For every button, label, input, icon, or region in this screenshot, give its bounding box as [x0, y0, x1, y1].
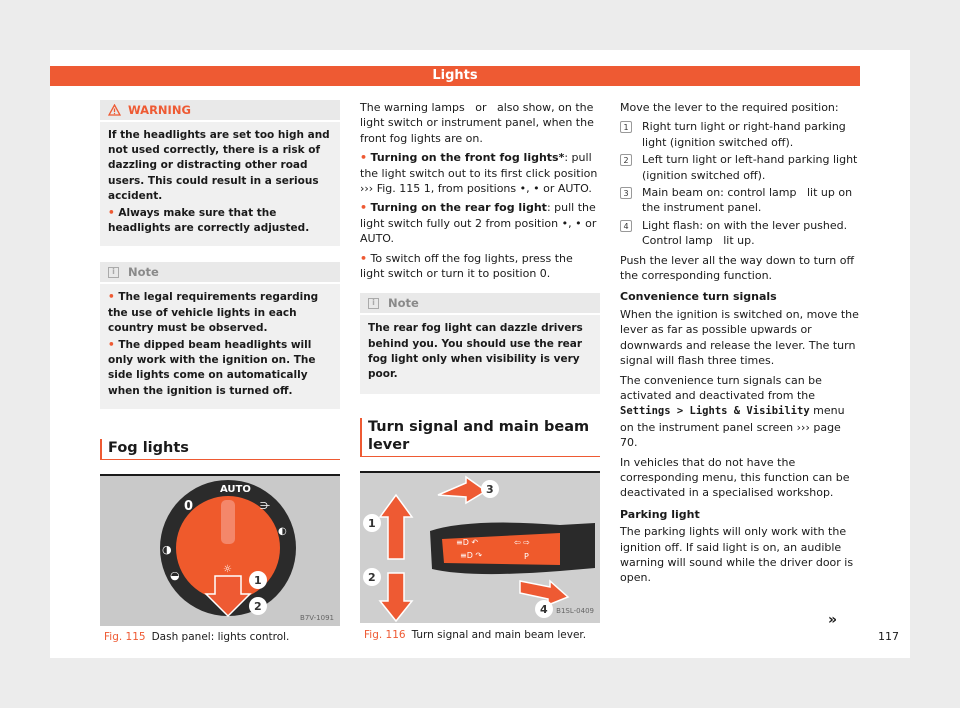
- list-item: 2 Left turn light or left-hand parking light (ignition switched off).: [620, 152, 860, 183]
- info-icon: i: [368, 298, 379, 309]
- warning-box: [100, 100, 340, 246]
- svg-text:2: 2: [254, 599, 262, 613]
- light-switch-image: [100, 476, 340, 626]
- svg-text:0: 0: [184, 498, 194, 514]
- park-title: Parking light: [620, 507, 700, 521]
- note-box-1: [100, 262, 340, 408]
- svg-text:4: 4: [540, 603, 548, 617]
- col3-push: Push the lever all the way down to turn off the corresponding function.: [620, 253, 855, 283]
- section-title-fog: Fog lights: [100, 439, 340, 460]
- svg-text:⇦ ⇨: ⇦ ⇨: [514, 538, 530, 548]
- svg-text:◐: ◐: [278, 525, 287, 537]
- col2-intro: The warning lamps or also show, on the light switch or instrument panel, when the front fog lights are on.: [360, 101, 594, 145]
- svg-text:1: 1: [254, 573, 262, 587]
- svg-text:◑: ◑: [162, 542, 172, 556]
- figure-caption-115: Fig. 115 Dash panel: lights control.: [100, 626, 340, 643]
- column-3: [620, 100, 860, 590]
- list-item: 4 Light flash: on with the lever pushed. Control lamp lit up.: [620, 218, 860, 249]
- turn-lever-image: [360, 473, 600, 623]
- note-box-2: [360, 293, 600, 394]
- col2-rear-fog: • Turning on the rear fog light: pull the light switch fully out 2 from position •, • or AUTO.: [360, 201, 597, 246]
- continue-marker: »: [828, 612, 838, 628]
- col3-conv2: The convenience turn signals can be activated and deactivated from the Settings > Lights & Visibility menu on the instrument panel screen ››› page 70.: [620, 373, 845, 450]
- col3-park: The parking lights will only work with the ignition off. If said light is on, an audible warning will sound while the driver door is open.: [620, 525, 854, 585]
- warning-icon: [108, 104, 121, 116]
- column-2: [360, 100, 600, 644]
- col3-intro: Move the lever to the required position:: [620, 101, 839, 114]
- col2-off: • To switch off the fog lights, press the light switch or turn it to position 0.: [360, 251, 573, 281]
- note-header-2: [360, 293, 600, 315]
- col3-conv: When the ignition is switched on, move the lever as far as possible upwards or downwards and release the lever. The turn signal will flash three times.: [620, 307, 859, 368]
- figure-115: [100, 474, 340, 643]
- turn-lever-illustration: [360, 473, 600, 623]
- svg-text:◒: ◒: [170, 568, 180, 582]
- svg-text:AUTO: AUTO: [220, 483, 251, 495]
- svg-text:P: P: [524, 552, 529, 562]
- warning-header: [100, 100, 340, 122]
- svg-text:2: 2: [368, 571, 376, 585]
- figure-caption-116: Fig. 116 Turn signal and main beam lever.: [360, 623, 600, 643]
- header-bar: Lights: [50, 66, 860, 86]
- note1-item-1: • The legal requirements regarding the use of vehicle lights in each country must be observed.: [108, 291, 319, 334]
- svg-text:3: 3: [486, 483, 494, 497]
- svg-text:≡D ↶: ≡D ↶: [456, 538, 479, 548]
- note-header-1: [100, 262, 340, 284]
- page-number: 117: [878, 630, 899, 643]
- figure-code-115: B7V-1091: [300, 613, 334, 622]
- svg-text:☼: ☼: [223, 563, 232, 575]
- figure-code-116: B1SL-0409: [556, 606, 594, 615]
- warning-text: If the headlights are set too high and not used correctly, there is a risk of dazzling or distracting other road users. This could result in a serious accident.: [108, 129, 330, 202]
- note-title-2: Note: [388, 295, 419, 310]
- light-switch-illustration: [100, 476, 340, 626]
- list-item: 3 Main beam on: control lamp lit up on the instrument panel.: [620, 185, 860, 216]
- svg-text:⋺: ⋺: [260, 500, 270, 512]
- warning-bullet: • Always make sure that the headlights are correctly adjusted.: [108, 207, 310, 235]
- info-icon: i: [108, 267, 119, 278]
- list-item: 1 Right turn light or right-hand parking light (ignition switched off).: [620, 119, 860, 150]
- col2-front-fog: • Turning on the front fog lights*: pull the light switch out to its first click position ››› Fig. 115 1, from positions •, • or AUTO.: [360, 151, 598, 196]
- note1-item-2: • The dipped beam headlights will only work with the ignition on. The side lights come on automatically when the ignition is turned off.: [108, 339, 316, 397]
- svg-text:≡D ↷: ≡D ↷: [460, 551, 483, 561]
- col3-conv3: In vehicles that do not have the corresponding menu, this function can be deactivated in a specialised workshop.: [620, 455, 850, 500]
- section-title-turn: Turn signal and main beam lever: [360, 418, 600, 457]
- figure-116: [360, 471, 600, 643]
- column-1: [100, 100, 340, 643]
- warning-title: WARNING: [128, 103, 191, 117]
- note2-text: The rear fog light can dazzle drivers behind you. You should use the rear fog light only when visibility is very poor.: [368, 322, 583, 381]
- conv-title: Convenience turn signals: [620, 290, 777, 304]
- note-title-1: Note: [128, 265, 159, 280]
- svg-text:1: 1: [368, 517, 376, 531]
